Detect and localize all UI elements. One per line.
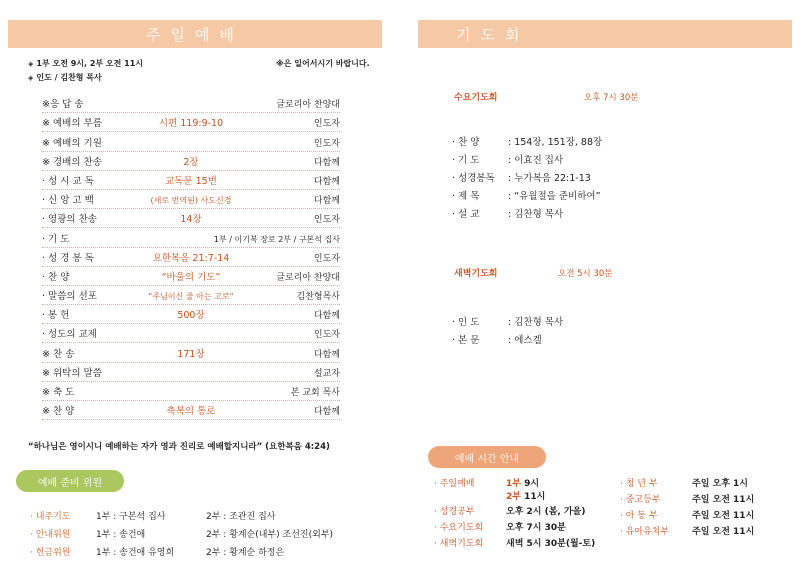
schedule-key: · 유아유치부 <box>620 527 670 537</box>
order-label: · 기 도 <box>42 233 70 245</box>
schedule-item <box>434 520 595 534</box>
schedule-key: · 아 동 부 <box>620 511 658 521</box>
order-person: 글로리아 찬양대 <box>276 272 340 283</box>
order-row <box>42 152 340 171</box>
schedule-item <box>620 476 754 490</box>
detail-key: · 제 목 <box>452 191 480 202</box>
detail-value: : 이효진 집사 <box>508 155 564 166</box>
detail-key: · 성경봉독 <box>452 173 495 184</box>
schedule-part: 2부 <box>506 492 521 502</box>
order-row <box>42 248 340 267</box>
order-row <box>42 228 340 247</box>
committee-role: · 안내위원 <box>30 529 71 540</box>
committee-row <box>30 542 333 560</box>
schedule-value <box>506 520 566 533</box>
schedule-key: · 청 년 부 <box>620 479 658 489</box>
order-person: 인도자 <box>313 138 340 149</box>
diamond-icon: ◈ <box>28 60 34 68</box>
detail-row <box>452 132 602 150</box>
order-content: 축복의 통로 <box>166 406 216 418</box>
order-person: 인도자 <box>313 330 340 341</box>
schedule-item <box>434 504 595 518</box>
order-row <box>42 113 340 132</box>
wednesday-time: 오후 7시 30분 <box>584 93 639 103</box>
order-content: 14장 <box>180 214 202 226</box>
schedule-value <box>506 504 585 517</box>
order-row <box>42 286 340 305</box>
order-label: ※ 위탁의 말씀 <box>42 367 102 379</box>
order-row <box>42 94 340 113</box>
order-of-worship <box>42 94 340 420</box>
committee-role: · 내주기도 <box>30 511 71 522</box>
schedule-line <box>506 536 595 549</box>
schedule-key: · 성경공부 <box>434 507 475 517</box>
committee-second: 2부 : 조관진 집사 <box>206 511 276 522</box>
order-row <box>42 190 340 209</box>
order-person: 다함께 <box>313 311 340 322</box>
detail-value: : 154장, 151장, 88장 <box>508 137 603 148</box>
order-content: 500장 <box>177 310 205 322</box>
order-row <box>42 343 340 362</box>
service-leader: ◈ 인도 / 김찬형 목사 <box>28 73 102 82</box>
detail-value: : 누가복음 22:1-13 <box>508 173 591 184</box>
order-content: “바울의 기도” <box>161 271 221 283</box>
order-label: ※ 예배의 부름 <box>42 118 102 130</box>
schedule-time: 주일 오전 11시 <box>692 511 755 521</box>
committee-second: 2부 : 황계순 하정은 <box>206 547 285 558</box>
order-content: 171장 <box>177 348 205 360</box>
detail-value: : 에스겔 <box>508 335 542 346</box>
order-label: ※ 예배의 기원 <box>42 137 102 149</box>
committee-row <box>30 506 333 524</box>
committee-list <box>30 506 333 560</box>
schedule-item <box>620 524 754 538</box>
order-label: · 성 경 봉 독 <box>42 252 94 264</box>
schedule-time: 9시 <box>520 479 540 489</box>
standing-note: ※은 일어서시기 바랍니다. <box>276 59 370 68</box>
schedule-value <box>506 476 545 502</box>
schedule-key: · 새벽기도회 <box>434 539 484 549</box>
order-row <box>42 382 340 401</box>
committee-second: 2부 : 황계순(내부) 조선진(외부) <box>206 529 334 540</box>
order-content: (새로 번역된) 사도신경 <box>150 196 232 206</box>
schedule-line <box>506 504 585 517</box>
order-row <box>42 305 340 324</box>
detail-value: : “유월절을 준비하여” <box>508 191 601 202</box>
detail-key: · 설 교 <box>452 209 480 220</box>
schedule-item <box>620 508 754 522</box>
detail-row <box>452 312 563 330</box>
right-page <box>400 0 800 566</box>
order-person: 글로리아 찬양대 <box>276 100 340 111</box>
detail-key: · 기 도 <box>452 155 480 166</box>
committee-role: · 헌금위원 <box>30 547 71 558</box>
detail-value: : 김찬형 목사 <box>508 209 564 220</box>
order-label: · 봉 헌 <box>42 310 70 322</box>
schedule-time: 11시 <box>520 492 546 502</box>
order-person: 다함께 <box>313 407 340 418</box>
schedule-time: 오후 2시 (봄, 가을) <box>506 507 586 517</box>
order-person: 다함께 <box>313 157 340 168</box>
detail-key: · 찬 양 <box>452 137 480 148</box>
order-content: “주님이신 줄 아는 고로” <box>148 292 234 302</box>
order-row <box>42 401 340 420</box>
service-times: ◈ 1부 오전 9시, 2부 오전 11시 <box>28 59 144 68</box>
order-label: ※ 찬 송 <box>42 348 75 360</box>
schedule-time: 오후 7시 30분 <box>506 523 566 533</box>
schedule-item <box>434 536 595 550</box>
detail-row <box>452 186 602 204</box>
dawn-time: 오전 5시 30분 <box>558 269 613 279</box>
order-person: 다함께 <box>313 196 340 207</box>
schedule-item <box>434 476 595 502</box>
schedule-time: 새벽 5시 30분(월-토) <box>506 539 596 549</box>
detail-row <box>452 168 602 186</box>
detail-row <box>452 204 602 222</box>
order-label: · 성도의 교제 <box>42 329 97 341</box>
wednesday-title: 수요기도회 <box>454 93 498 103</box>
order-label: ※ 경배의 찬송 <box>42 156 102 168</box>
order-row <box>42 171 340 190</box>
order-label: · 영광의 찬송 <box>42 214 97 226</box>
order-label: · 말씀의 선포 <box>42 291 97 303</box>
dawn-title: 새벽기도회 <box>454 269 498 279</box>
order-person: 다함께 <box>313 349 340 360</box>
committee-first: 1부 : 구본석 집사 <box>96 511 166 522</box>
order-label: · 성 시 교 독 <box>42 175 94 187</box>
wednesday-details <box>452 132 602 222</box>
schedule-item <box>620 492 754 506</box>
order-person: 본 교회 목사 <box>290 388 340 398</box>
order-content: 요한복음 21:7-14 <box>152 252 230 264</box>
schedule-time: 주일 오후 1시 <box>692 479 748 489</box>
committee-row <box>30 524 333 542</box>
schedule-left <box>434 476 595 552</box>
committee-title: 예배 준비 위원 <box>16 470 124 492</box>
order-row <box>42 363 340 382</box>
schedule-key: · 주일예배 <box>434 479 475 489</box>
order-content: 시편 119:9-10 <box>158 118 224 130</box>
schedule-value <box>506 536 595 549</box>
order-person: 1부 / 이기복 장로 2부 / 구본석 집사 <box>213 234 340 244</box>
schedule-part: 1부 <box>506 479 521 489</box>
order-label: ※ 축 도 <box>42 387 75 398</box>
schedule-line <box>506 520 566 533</box>
order-person: 다함께 <box>313 176 340 187</box>
order-person: 인도자 <box>313 215 340 226</box>
order-person: 김찬형목사 <box>296 292 340 303</box>
prayer-meeting-banner: 기도회 <box>418 20 792 48</box>
committee-first: 1부 : 송건애 유영희 <box>96 547 175 558</box>
detail-row <box>452 330 563 348</box>
order-label: ※ 찬 양 <box>42 406 75 418</box>
scripture-quote: “하나님은 영이시니 예배하는 자가 영과 진리로 예배할지니라” (요한복음 4:24) <box>28 442 330 452</box>
schedule-line <box>506 476 545 489</box>
detail-value: : 김찬형 목사 <box>508 317 564 328</box>
diamond-icon: ◈ <box>28 74 34 82</box>
order-label: · 찬 양 <box>42 271 70 283</box>
dawn-details <box>452 312 563 348</box>
schedule-title: 예배 시간 안내 <box>428 446 546 468</box>
order-row <box>42 132 340 151</box>
detail-key: · 인 도 <box>452 317 480 328</box>
committee-first: 1부 : 송건애 <box>96 529 146 540</box>
schedule-time: 주일 오전 11시 <box>692 495 755 505</box>
order-person: 인도자 <box>313 253 340 264</box>
order-row <box>42 324 340 343</box>
schedule-key: · 중고등부 <box>620 495 661 505</box>
order-content: 2장 <box>183 156 199 168</box>
detail-key: · 본 문 <box>452 335 480 346</box>
schedule-time: 주일 오전 11시 <box>692 527 755 537</box>
sunday-worship-banner: 주일예배 <box>8 20 382 48</box>
order-row <box>42 209 340 228</box>
order-label: ※응 답 송 <box>42 99 84 111</box>
schedule-line <box>506 489 545 502</box>
order-person: 설교자 <box>313 368 340 379</box>
order-row <box>42 267 340 286</box>
schedule-right <box>620 476 754 540</box>
order-content: 교독문 15번 <box>165 175 217 187</box>
order-person: 인도자 <box>313 119 340 130</box>
schedule-key: · 수요기도회 <box>434 523 484 533</box>
detail-row <box>452 150 602 168</box>
order-label: · 신 앙 고 백 <box>42 195 94 207</box>
